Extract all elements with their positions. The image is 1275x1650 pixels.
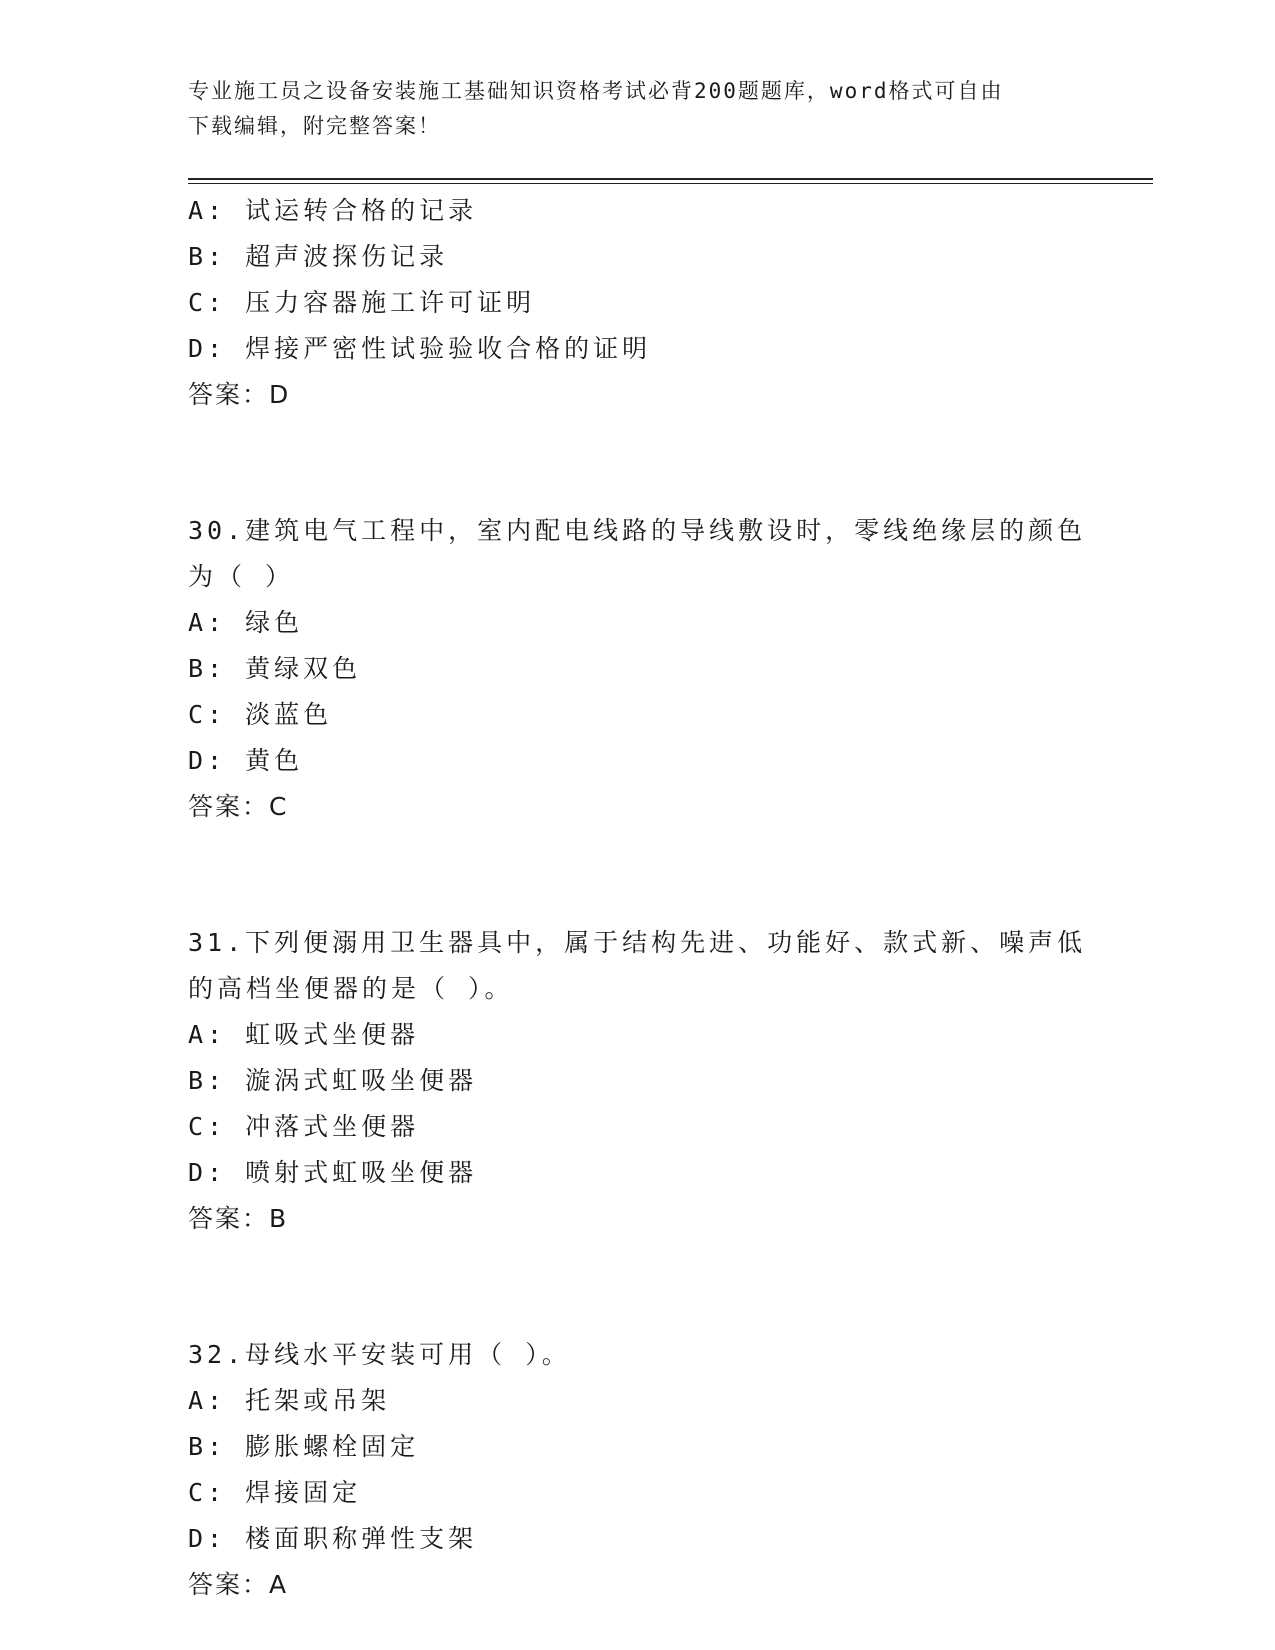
option-c: C: 冲落式坐便器	[188, 1112, 420, 1141]
option-b: B: 超声波探伤记录	[188, 242, 449, 271]
option-b: B: 黄绿双色	[188, 654, 362, 683]
option-d: D: 楼面职称弹性支架	[188, 1524, 478, 1553]
question-32	[188, 1332, 1088, 1608]
answer: 答案：A	[188, 1570, 289, 1599]
option-d: D: 黄色	[188, 746, 304, 775]
spacer	[188, 830, 1088, 920]
option-a: A: 虹吸式坐便器	[188, 1020, 420, 1049]
option-c: C: 焊接固定	[188, 1478, 362, 1507]
question-31	[188, 920, 1088, 1242]
document-header	[188, 74, 1068, 144]
option-c: C: 淡蓝色	[188, 700, 333, 729]
question-text: 30.建筑电气工程中，室内配电线路的导线敷设时，零线绝缘层的颜色	[188, 516, 1087, 545]
question-text-cont: 为（ ）	[188, 562, 295, 591]
header-divider-thin	[188, 183, 1153, 184]
question-list	[188, 188, 1088, 1608]
question-29-options	[188, 188, 1088, 418]
option-c: C: 压力容器施工许可证明	[188, 288, 536, 317]
option-a: A: 托架或吊架	[188, 1386, 391, 1415]
option-b: B: 漩涡式虹吸坐便器	[188, 1066, 478, 1095]
answer: 答案：B	[188, 1204, 289, 1233]
spacer	[188, 418, 1088, 508]
option-b: B: 膨胀螺栓固定	[188, 1432, 420, 1461]
header-divider-thick	[188, 178, 1153, 180]
question-text: 31.下列便溺用卫生器具中，属于结构先进、功能好、款式新、噪声低	[188, 928, 1087, 957]
header-line-2: 下载编辑，附完整答案！	[188, 114, 441, 138]
option-a: A: 绿色	[188, 608, 304, 637]
spacer	[188, 1242, 1088, 1332]
answer: 答案：C	[188, 792, 289, 821]
header-line-1: 专业施工员之设备安装施工基础知识资格考试必背200题题库，word格式可自由	[188, 79, 1004, 103]
answer: 答案：D	[188, 380, 291, 409]
option-d: D: 喷射式虹吸坐便器	[188, 1158, 478, 1187]
question-text: 32.母线水平安装可用（ ）。	[188, 1340, 571, 1369]
question-text-cont: 的高档坐便器的是（ ）。	[188, 974, 514, 1003]
question-30	[188, 508, 1088, 830]
option-a: A: 试运转合格的记录	[188, 196, 478, 225]
option-d: D: 焊接严密性试验验收合格的证明	[188, 334, 652, 363]
